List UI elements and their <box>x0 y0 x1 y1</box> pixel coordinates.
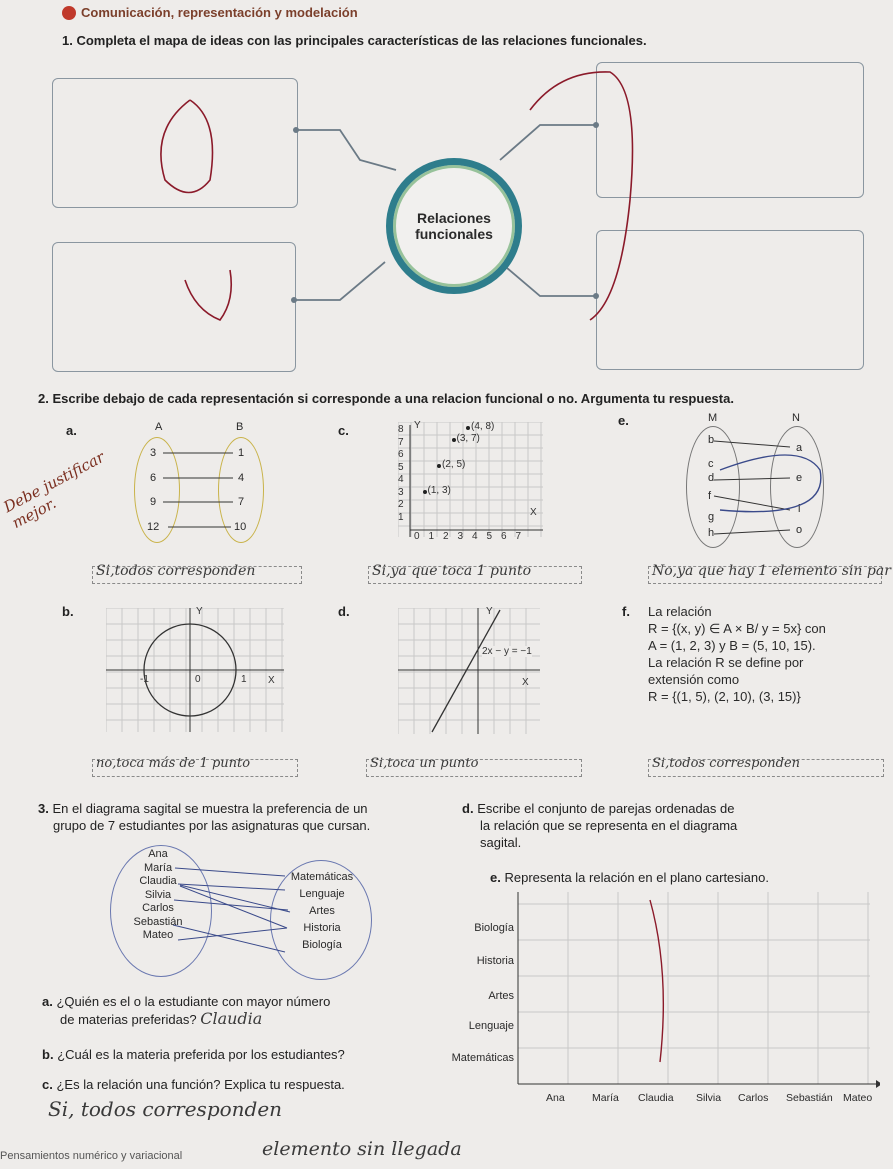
q3-a-text2: de materias preferidas? <box>60 1012 197 1027</box>
plot-c-xtick: 7 <box>515 531 522 542</box>
set-b-el-4: 10 <box>234 521 247 533</box>
plot-b-axis-y: Y <box>196 606 203 617</box>
set-n-label: N <box>792 412 800 424</box>
plot-c-ytick: 5 <box>398 461 404 473</box>
q3-d-text1: Escribe el conjunto de parejas ordenadas de <box>477 801 735 816</box>
item-d-label: d. <box>338 604 350 619</box>
set-b-label: B <box>236 421 244 433</box>
set-b-el-1: 1 <box>238 447 245 459</box>
q3-b-label: b. <box>42 1047 54 1062</box>
q3-a <box>42 993 330 1028</box>
plot-c-ytick: 7 <box>398 436 404 448</box>
set-a-el-1: 3 <box>150 447 157 459</box>
item-c-label: c. <box>338 423 349 438</box>
students-list <box>118 848 198 943</box>
center-label-line1: Relaciones <box>417 210 491 226</box>
q3-b <box>42 1047 345 1062</box>
f-line-1: La relación <box>648 604 712 619</box>
q3-b-text: ¿Cuál es la materia preferida por los estudiantes? <box>57 1047 345 1062</box>
set-a-el-4: 12 <box>147 521 160 533</box>
answer-d: Si,toca un punto <box>370 756 479 771</box>
set-m-el-2: c <box>708 458 714 470</box>
set-m-el-4: f <box>708 490 712 502</box>
q3-d-text2: la relación que se representa en el diagrama <box>480 818 738 833</box>
set-m-label: M <box>708 412 718 424</box>
answer-e: No,ya que hay 1 elemento sin par <box>652 563 891 579</box>
q3-e <box>490 870 769 885</box>
q3-c-answer-2: elemento sin llegada <box>262 1138 462 1160</box>
subject-artes: Artes <box>309 905 335 917</box>
grid-y-label: Biología <box>474 922 514 934</box>
set-a-label: A <box>155 421 163 433</box>
q3-text-line2: grupo de 7 estudiantes por las asignaturas que cursan. <box>53 818 371 833</box>
q3-d <box>462 800 737 851</box>
q3-a-text1: ¿Quién es el o la estudiante con mayor número <box>56 994 331 1009</box>
question-number: 1. <box>62 33 73 48</box>
plot-c-ytick: 2 <box>398 499 404 510</box>
plot-c-point-label: (4, 8) <box>471 420 495 432</box>
set-b-el-3: 7 <box>238 496 245 508</box>
set-n-el-2: e <box>796 472 803 484</box>
set-m-el-3: d <box>708 472 715 484</box>
plot-b-tick-neg1: -1 <box>140 674 149 685</box>
plot-d-axis-y: Y <box>486 606 493 617</box>
set-m-el-5: g <box>708 511 715 523</box>
grid-x-label: Claudia <box>638 1092 674 1104</box>
section-title: Comunicación, representación y modelación <box>81 5 358 20</box>
plot-c-ytick: 1 <box>398 511 404 523</box>
plot-c-xtick: 3 <box>457 531 464 542</box>
student-claudia: Claudia <box>139 875 177 887</box>
plot-c-xtick: 2 <box>443 531 449 542</box>
subject-biologia: Biología <box>302 939 342 951</box>
q3-e-label: e. <box>490 870 501 885</box>
q3-c-text: ¿Es la relación una función? Explica tu respuesta. <box>56 1077 345 1092</box>
grid-x-label: Ana <box>546 1092 565 1104</box>
center-label-line2: funcionales <box>415 226 493 242</box>
question-number: 3. <box>38 801 49 816</box>
grid-x-label: María <box>592 1092 619 1104</box>
set-a-el-3: 9 <box>150 496 157 508</box>
item-b-label: b. <box>62 604 74 619</box>
question-text: Escribe debajo de cada representación si corresponde a una relacion funcional o no. Argumenta tu respuesta. <box>52 391 734 406</box>
plot-c-ytick: 3 <box>398 486 404 498</box>
plot-c-xtick: 0 <box>414 531 420 542</box>
plot-d-axis-x: X <box>522 677 529 688</box>
plot-c-axis-y: Y <box>414 420 421 431</box>
question-number: 2. <box>38 391 49 406</box>
subjects-list <box>282 869 362 954</box>
q3-cartesian-grid <box>510 892 880 1092</box>
plot-c-point-label: (1, 3) <box>427 484 451 496</box>
grid-y-label: Matemáticas <box>451 1052 514 1064</box>
plot-b-axis-x: X <box>268 675 275 686</box>
plot-c-axis-x: X <box>530 507 537 518</box>
q3-c-answer-1: Si, todos corresponden <box>48 1097 283 1121</box>
subject-historia: Historia <box>303 922 341 934</box>
subject-matematicas: Matemáticas <box>290 871 354 883</box>
grid-x-label: Carlos <box>738 1092 769 1104</box>
grid-x-label: Silvia <box>696 1092 722 1104</box>
plot-b-tick-1: 1 <box>241 674 247 685</box>
item-f-label: f. <box>622 604 630 619</box>
plot-c-ytick: 6 <box>398 449 404 460</box>
student-ana: Ana <box>148 848 168 860</box>
student-carlos: Carlos <box>142 902 174 914</box>
set-a-el-2: 6 <box>150 472 157 484</box>
plot-c-point-label: (2, 5) <box>442 459 466 470</box>
set-m-el-1: b <box>708 434 715 446</box>
q3-a-label: a. <box>42 994 53 1009</box>
plot-c-xtick: 5 <box>486 531 493 542</box>
item-a-label: a. <box>66 423 77 438</box>
answer-a: Si,todos corresponden <box>96 563 256 579</box>
q3-d-text3: sagital. <box>480 835 522 850</box>
question-text: Completa el mapa de ideas con las principales características de las relaciones funcionales. <box>76 33 647 48</box>
footer-text: Pensamientos numérico y variacional <box>0 1150 183 1162</box>
plot-c-ytick: 4 <box>398 474 404 485</box>
grid-y-label: Lenguaje <box>468 1020 514 1032</box>
student-sebastian: Sebastián <box>133 915 183 928</box>
q3-a-answer: Claudia <box>200 1009 263 1028</box>
answer-f: Si,todos corresponden <box>652 756 801 771</box>
set-b-el-2: 4 <box>238 472 245 484</box>
item-e-label: e. <box>618 413 629 428</box>
set-n-el-3: i <box>798 503 801 515</box>
plot-d-equation: 2x − y = −1 <box>482 646 532 657</box>
set-n-el-4: o <box>796 524 803 536</box>
student-mateo: Mateo <box>142 929 174 941</box>
answer-c: Si,ya que toca 1 punto <box>372 563 532 579</box>
plot-c-xtick: 6 <box>501 531 507 542</box>
grid-x-label: Mateo <box>843 1092 873 1104</box>
q3-d-label: d. <box>462 801 474 816</box>
plot-b-tick-0: 0 <box>195 674 201 685</box>
grid-x-label: Sebastián <box>786 1092 833 1104</box>
teacher-side-note: Debe justificar mejor. <box>0 447 108 533</box>
f-line-2: R = {(x, y) ∈ A × B/ y = 5x} con <box>648 621 826 636</box>
set-m-el-6: h <box>708 527 715 539</box>
f-line-6: R = {(1, 5), (2, 10), (3, 15)} <box>648 689 801 704</box>
grid-y-label: Historia <box>476 955 514 967</box>
plot-c-ytick: 8 <box>398 424 404 435</box>
q3-text-line1: En el diagrama sagital se muestra la preferencia de un <box>52 801 368 816</box>
f-line-3: A = (1, 2, 3) y B = (5, 10, 15). <box>648 638 816 653</box>
q3-c-label: c. <box>42 1077 53 1092</box>
student-silvia: Silvia <box>144 888 172 901</box>
plot-c-xtick: 1 <box>428 531 435 542</box>
student-maria: María <box>143 861 173 874</box>
plot-c-xtick: 4 <box>472 531 478 542</box>
f-line-4: La relación R se define por <box>648 655 804 670</box>
grid-y-label: Artes <box>488 990 514 1002</box>
plot-c-point-label: (3, 7) <box>456 433 480 445</box>
q3-c <box>42 1077 345 1092</box>
subject-lenguaje: Lenguaje <box>299 888 345 900</box>
q3-e-text: Representa la relación en el plano cartesiano. <box>504 870 769 885</box>
f-line-5: extensión como <box>648 672 740 687</box>
answer-b: no,toca más de 1 punto <box>96 756 251 771</box>
set-n-el-1: a <box>796 442 803 454</box>
